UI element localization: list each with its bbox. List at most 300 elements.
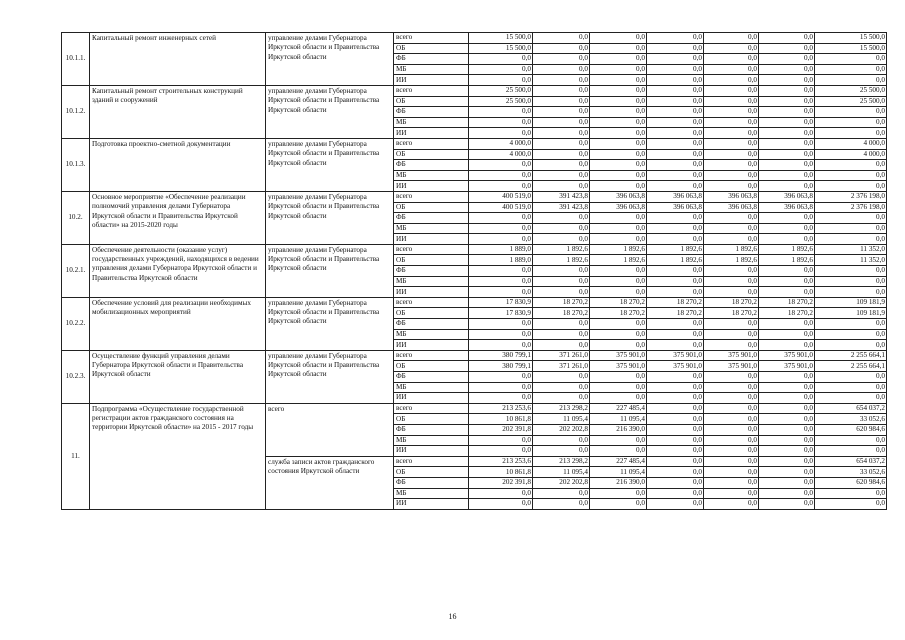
value-cell: 0,0 [647,287,704,298]
value-cell: 375 901,0 [647,350,704,361]
value-cell: 0,0 [469,276,533,287]
total-value-cell: 0,0 [815,393,887,404]
value-cell: 396 063,8 [759,191,815,202]
value-cell: 0,0 [704,96,759,107]
value-cell: 1 889,0 [469,255,533,266]
value-cell: 0,0 [590,170,647,181]
funding-source: ОБ [394,414,469,425]
value-cell: 0,0 [759,424,815,435]
value-cell: 0,0 [469,234,533,245]
value-cell: 0,0 [759,43,815,54]
value-cell: 25 500,0 [469,96,533,107]
total-value-cell: 0,0 [815,340,887,351]
responsible-executor: управление делами Губернатора Иркутской области и Правительства Иркутской области [266,244,394,297]
total-value-cell: 0,0 [815,170,887,181]
value-cell: 0,0 [704,467,759,478]
total-value-cell: 2 376 198,0 [815,202,887,213]
funding-source: ИИ [394,181,469,192]
value-cell: 0,0 [704,499,759,510]
funding-source: ОБ [394,202,469,213]
funding-source: всего [394,191,469,202]
value-cell: 0,0 [533,181,590,192]
value-cell: 0,0 [533,223,590,234]
value-cell: 0,0 [647,96,704,107]
total-value-cell: 0,0 [815,266,887,277]
value-cell: 0,0 [533,329,590,340]
value-cell: 0,0 [704,33,759,44]
funding-source: ИИ [394,446,469,457]
table-row [62,403,887,414]
value-cell: 0,0 [704,54,759,65]
total-value-cell: 0,0 [815,128,887,139]
value-cell: 0,0 [590,149,647,160]
value-cell: 0,0 [469,287,533,298]
funding-source: ИИ [394,499,469,510]
total-value-cell: 2 255 664,1 [815,350,887,361]
item-code: 10.1.1. [62,33,90,86]
funding-source: МБ [394,64,469,75]
value-cell: 375 901,0 [647,361,704,372]
value-cell: 0,0 [469,75,533,86]
value-cell: 0,0 [533,43,590,54]
funding-source: МБ [394,488,469,499]
total-value-cell: 0,0 [815,499,887,510]
value-cell: 0,0 [533,287,590,298]
funding-source: ФБ [394,319,469,330]
value-cell: 0,0 [590,435,647,446]
item-code: 11. [62,403,90,509]
value-cell: 227 485,4 [590,456,647,467]
value-cell: 0,0 [704,107,759,118]
responsible-executor: управление делами Губернатора Иркутской области и Правительства Иркутской области [266,191,394,244]
funding-source: ФБ [394,266,469,277]
funding-source: МБ [394,276,469,287]
value-cell: 17 830,9 [469,297,533,308]
value-cell: 0,0 [704,160,759,171]
value-cell: 396 063,8 [590,191,647,202]
value-cell: 0,0 [590,382,647,393]
value-cell: 0,0 [533,319,590,330]
value-cell: 0,0 [469,393,533,404]
item-name: Обеспечение деятельности (оказание услуг) государственных учреждений, находящихся в ведении управления делами Губернатора Иркутской области и Правительства Иркутской области [90,244,266,297]
total-value-cell: 0,0 [815,181,887,192]
value-cell: 0,0 [533,499,590,510]
value-cell: 0,0 [759,372,815,383]
value-cell: 0,0 [704,138,759,149]
value-cell: 0,0 [533,75,590,86]
total-value-cell: 2 255 664,1 [815,361,887,372]
funding-source: МБ [394,382,469,393]
total-value-cell: 0,0 [815,372,887,383]
value-cell: 0,0 [533,128,590,139]
value-cell: 0,0 [533,149,590,160]
item-name: Подпрограмма «Осуществление государственной регистрации актов гражданского состояния на территории Иркутской области» на 2015 - 2017 годы [90,403,266,509]
total-value-cell: 4 000,0 [815,149,887,160]
value-cell: 375 901,0 [759,350,815,361]
value-cell: 0,0 [647,64,704,75]
value-cell: 0,0 [590,372,647,383]
value-cell: 11 095,4 [590,414,647,425]
value-cell: 0,0 [704,85,759,96]
value-cell: 0,0 [647,213,704,224]
value-cell: 0,0 [590,446,647,457]
value-cell: 213 298,2 [533,403,590,414]
value-cell: 375 901,0 [759,361,815,372]
value-cell: 0,0 [759,160,815,171]
funding-source: всего [394,297,469,308]
funding-source: ОБ [394,255,469,266]
value-cell: 0,0 [759,403,815,414]
value-cell: 0,0 [533,213,590,224]
value-cell: 0,0 [647,372,704,383]
total-value-cell: 109 181,9 [815,308,887,319]
total-value-cell: 0,0 [815,287,887,298]
item-name: Обеспечение условий для реализации необходимых мобилизационных мероприятий [90,297,266,350]
value-cell: 0,0 [533,107,590,118]
value-cell: 11 095,4 [533,467,590,478]
value-cell: 0,0 [647,488,704,499]
item-name: Осуществление функций управления делами Губернатора Иркутской области и Правительства Иркутской области [90,350,266,403]
value-cell: 0,0 [647,382,704,393]
funding-source: ФБ [394,424,469,435]
total-value-cell: 654 037,2 [815,403,887,414]
value-cell: 0,0 [590,138,647,149]
value-cell: 4 000,0 [469,138,533,149]
value-cell: 0,0 [590,319,647,330]
value-cell: 0,0 [759,223,815,234]
value-cell: 0,0 [704,234,759,245]
total-value-cell: 11 352,0 [815,244,887,255]
total-value-cell: 0,0 [815,75,887,86]
total-value-cell: 109 181,9 [815,297,887,308]
value-cell: 0,0 [469,340,533,351]
value-cell: 18 270,2 [590,308,647,319]
value-cell: 0,0 [533,266,590,277]
funding-source: МБ [394,223,469,234]
value-cell: 25 500,0 [469,85,533,96]
value-cell: 0,0 [647,138,704,149]
value-cell: 0,0 [590,223,647,234]
funding-source: ОБ [394,308,469,319]
value-cell: 396 063,8 [704,202,759,213]
responsible-executor: служба записи актов гражданского состояния Иркутской области [266,456,394,509]
value-cell: 375 901,0 [704,350,759,361]
value-cell: 0,0 [469,435,533,446]
value-cell: 0,0 [533,33,590,44]
value-cell: 0,0 [533,276,590,287]
funding-source: ОБ [394,43,469,54]
value-cell: 0,0 [704,128,759,139]
value-cell: 0,0 [469,160,533,171]
value-cell: 0,0 [647,499,704,510]
value-cell: 0,0 [759,54,815,65]
value-cell: 0,0 [759,64,815,75]
total-value-cell: 620 984,6 [815,424,887,435]
table-row [62,297,887,308]
value-cell: 0,0 [590,117,647,128]
value-cell: 396 063,8 [590,202,647,213]
funding-source: ИИ [394,234,469,245]
funding-source: МБ [394,435,469,446]
funding-source: ИИ [394,340,469,351]
funding-source: ФБ [394,213,469,224]
value-cell: 0,0 [590,234,647,245]
value-cell: 0,0 [469,382,533,393]
value-cell: 0,0 [533,64,590,75]
value-cell: 0,0 [590,340,647,351]
value-cell: 400 519,0 [469,202,533,213]
value-cell: 216 390,0 [590,424,647,435]
value-cell: 0,0 [759,467,815,478]
responsible-executor: управление делами Губернатора Иркутской области и Правительства Иркутской области [266,85,394,138]
funding-table [61,32,887,510]
value-cell: 0,0 [469,64,533,75]
total-value-cell: 0,0 [815,64,887,75]
value-cell: 0,0 [469,54,533,65]
value-cell: 0,0 [533,160,590,171]
value-cell: 1 892,6 [759,244,815,255]
value-cell: 0,0 [704,276,759,287]
value-cell: 0,0 [533,85,590,96]
value-cell: 371 261,0 [533,350,590,361]
funding-source: ОБ [394,361,469,372]
value-cell: 396 063,8 [759,202,815,213]
value-cell: 18 270,2 [759,308,815,319]
value-cell: 15 500,0 [469,33,533,44]
value-cell: 0,0 [647,424,704,435]
value-cell: 0,0 [704,43,759,54]
value-cell: 0,0 [704,181,759,192]
value-cell: 0,0 [590,75,647,86]
value-cell: 0,0 [469,488,533,499]
value-cell: 0,0 [759,170,815,181]
value-cell: 0,0 [647,85,704,96]
item-code: 10.2.1. [62,244,90,297]
responsible-executor: управление делами Губернатора Иркутской области и Правительства Иркутской области [266,297,394,350]
value-cell: 0,0 [759,477,815,488]
value-cell: 0,0 [647,234,704,245]
value-cell: 0,0 [533,340,590,351]
value-cell: 0,0 [590,96,647,107]
value-cell: 0,0 [533,234,590,245]
value-cell: 0,0 [704,266,759,277]
total-value-cell: 15 500,0 [815,43,887,54]
value-cell: 15 500,0 [469,43,533,54]
total-value-cell: 33 052,6 [815,414,887,425]
value-cell: 0,0 [759,107,815,118]
funding-source: ИИ [394,128,469,139]
value-cell: 0,0 [533,446,590,457]
value-cell: 0,0 [759,138,815,149]
value-cell: 0,0 [469,372,533,383]
value-cell: 0,0 [704,393,759,404]
total-value-cell: 0,0 [815,223,887,234]
value-cell: 0,0 [469,181,533,192]
funding-source: ИИ [394,75,469,86]
total-value-cell: 0,0 [815,488,887,499]
value-cell: 375 901,0 [704,361,759,372]
value-cell: 375 901,0 [590,350,647,361]
value-cell: 0,0 [590,85,647,96]
value-cell: 0,0 [759,382,815,393]
value-cell: 0,0 [590,213,647,224]
value-cell: 0,0 [590,393,647,404]
value-cell: 0,0 [647,403,704,414]
value-cell: 0,0 [590,64,647,75]
value-cell: 1 892,6 [533,244,590,255]
value-cell: 0,0 [533,138,590,149]
value-cell: 0,0 [704,435,759,446]
value-cell: 18 270,2 [759,297,815,308]
value-cell: 0,0 [704,170,759,181]
total-value-cell: 0,0 [815,319,887,330]
funding-source: всего [394,138,469,149]
value-cell: 0,0 [759,329,815,340]
value-cell: 0,0 [647,223,704,234]
value-cell: 18 270,2 [533,297,590,308]
funding-source: ИИ [394,287,469,298]
item-name: Капитальный ремонт инженерных сетей [90,33,266,86]
value-cell: 0,0 [647,75,704,86]
value-cell: 0,0 [704,223,759,234]
value-cell: 371 261,0 [533,361,590,372]
value-cell: 380 799,1 [469,350,533,361]
value-cell: 1 892,6 [533,255,590,266]
value-cell: 0,0 [759,446,815,457]
value-cell: 0,0 [759,488,815,499]
value-cell: 0,0 [704,488,759,499]
value-cell: 1 889,0 [469,244,533,255]
value-cell: 1 892,6 [590,244,647,255]
total-value-cell: 0,0 [815,276,887,287]
item-name: Подготовка проектно-сметной документации [90,138,266,191]
value-cell: 0,0 [759,287,815,298]
total-value-cell: 0,0 [815,446,887,457]
value-cell: 0,0 [469,128,533,139]
value-cell: 0,0 [759,234,815,245]
value-cell: 0,0 [590,128,647,139]
funding-source: всего [394,350,469,361]
value-cell: 0,0 [469,319,533,330]
value-cell: 17 830,9 [469,308,533,319]
value-cell: 18 270,2 [647,297,704,308]
value-cell: 0,0 [647,117,704,128]
value-cell: 0,0 [704,340,759,351]
value-cell: 0,0 [533,488,590,499]
item-name: Капитальный ремонт строительных конструкций зданий и сооружений [90,85,266,138]
value-cell: 0,0 [704,64,759,75]
total-value-cell: 0,0 [815,382,887,393]
value-cell: 18 270,2 [590,297,647,308]
total-value-cell: 0,0 [815,160,887,171]
funding-source: ФБ [394,372,469,383]
value-cell: 0,0 [759,85,815,96]
value-cell: 0,0 [647,43,704,54]
value-cell: 0,0 [647,393,704,404]
total-value-cell: 0,0 [815,213,887,224]
value-cell: 0,0 [590,287,647,298]
funding-source: ОБ [394,96,469,107]
value-cell: 0,0 [647,446,704,457]
value-cell: 0,0 [647,456,704,467]
value-cell: 0,0 [759,499,815,510]
value-cell: 0,0 [533,96,590,107]
value-cell: 0,0 [704,213,759,224]
value-cell: 0,0 [469,329,533,340]
funding-source: МБ [394,170,469,181]
value-cell: 0,0 [590,107,647,118]
value-cell: 0,0 [590,266,647,277]
funding-source: ИИ [394,393,469,404]
funding-source: ФБ [394,107,469,118]
value-cell: 216 390,0 [590,477,647,488]
value-cell: 0,0 [759,128,815,139]
value-cell: 0,0 [647,435,704,446]
value-cell: 18 270,2 [704,297,759,308]
value-cell: 0,0 [469,170,533,181]
value-cell: 0,0 [469,499,533,510]
value-cell: 1 892,6 [704,255,759,266]
funding-source: всего [394,85,469,96]
total-value-cell: 0,0 [815,54,887,65]
value-cell: 0,0 [533,435,590,446]
funding-source: МБ [394,329,469,340]
funding-source: ФБ [394,477,469,488]
total-value-cell: 0,0 [815,234,887,245]
value-cell: 0,0 [647,340,704,351]
value-cell: 380 799,1 [469,361,533,372]
value-cell: 0,0 [590,33,647,44]
total-value-cell: 620 984,6 [815,477,887,488]
value-cell: 0,0 [590,54,647,65]
value-cell: 10 861,8 [469,467,533,478]
value-cell: 227 485,4 [590,403,647,414]
value-cell: 0,0 [590,488,647,499]
value-cell: 0,0 [704,372,759,383]
responsible-executor: управление делами Губернатора Иркутской области и Правительства Иркутской области [266,33,394,86]
value-cell: 396 063,8 [704,191,759,202]
value-cell: 202 202,8 [533,477,590,488]
total-value-cell: 11 352,0 [815,255,887,266]
total-value-cell: 654 037,2 [815,456,887,467]
value-cell: 0,0 [759,276,815,287]
table-row [62,33,887,44]
total-value-cell: 15 500,0 [815,33,887,44]
value-cell: 0,0 [533,117,590,128]
value-cell: 0,0 [759,319,815,330]
value-cell: 213 298,2 [533,456,590,467]
value-cell: 4 000,0 [469,149,533,160]
value-cell: 0,0 [647,33,704,44]
table-row [62,350,887,361]
value-cell: 0,0 [647,54,704,65]
value-cell: 0,0 [469,446,533,457]
value-cell: 0,0 [759,117,815,128]
value-cell: 0,0 [647,170,704,181]
value-cell: 0,0 [704,319,759,330]
value-cell: 0,0 [759,414,815,425]
value-cell: 0,0 [590,181,647,192]
value-cell: 0,0 [590,160,647,171]
total-value-cell: 0,0 [815,107,887,118]
value-cell: 1 892,6 [647,244,704,255]
responsible-executor: управление делами Губернатора Иркутской области и Правительства Иркутской области [266,350,394,403]
page-number: 16 [448,612,457,621]
value-cell: 0,0 [469,266,533,277]
funding-source: ОБ [394,467,469,478]
item-code: 10.1.3. [62,138,90,191]
value-cell: 0,0 [704,329,759,340]
